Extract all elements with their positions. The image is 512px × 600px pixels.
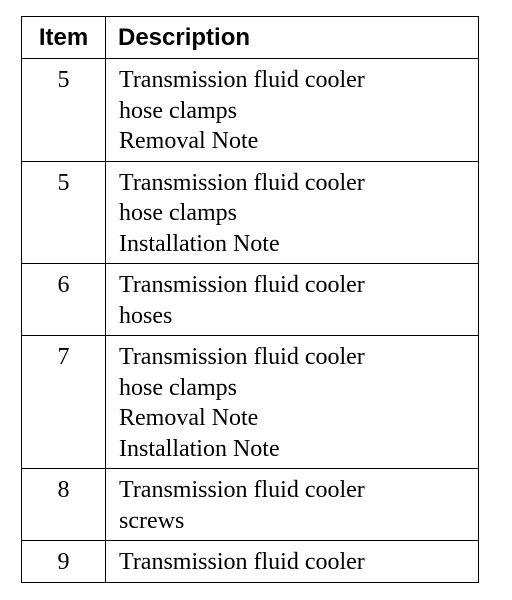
description-cell (106, 161, 479, 264)
table-row (22, 469, 479, 541)
description-cell (106, 59, 479, 162)
table-row (22, 541, 479, 583)
table-row (22, 336, 479, 469)
item-number-cell: 7 (22, 336, 106, 469)
description-line: screws (119, 507, 185, 534)
description-line: hose clamps (119, 97, 237, 124)
description-line: hose clamps (119, 374, 237, 401)
description-cell (106, 541, 479, 583)
description-cell (106, 264, 479, 336)
description-line: Installation Note (119, 435, 280, 462)
item-column-header: Item (22, 17, 106, 59)
description-line: Transmission fluid cooler (119, 344, 365, 370)
description-line: Transmission fluid cooler (119, 477, 365, 503)
item-number-cell: 5 (22, 161, 106, 264)
item-number-cell: 6 (22, 264, 106, 336)
header-row (22, 17, 479, 59)
table-row (22, 264, 479, 336)
description-line: Transmission fluid cooler (119, 549, 365, 575)
description-line: hoses (119, 302, 173, 329)
description-line: Transmission fluid cooler (119, 169, 365, 196)
description-cell (106, 336, 479, 469)
table-header (22, 17, 479, 59)
table-body (22, 59, 479, 583)
item-number-cell: 9 (22, 541, 106, 583)
parts-table (21, 16, 479, 583)
description-line: Removal Note (119, 128, 259, 154)
description-line: Installation Note (119, 230, 280, 257)
table-row (22, 161, 479, 264)
item-number-cell: 8 (22, 469, 106, 541)
description-cell (106, 469, 479, 541)
description-line: Removal Note (119, 405, 259, 431)
description-column-header: Description (106, 17, 479, 59)
description-line: Transmission fluid cooler (119, 272, 365, 298)
item-number-cell: 5 (22, 59, 106, 162)
description-line: Transmission fluid cooler (119, 67, 365, 93)
table-row (22, 59, 479, 162)
description-line: hose clamps (119, 200, 237, 226)
